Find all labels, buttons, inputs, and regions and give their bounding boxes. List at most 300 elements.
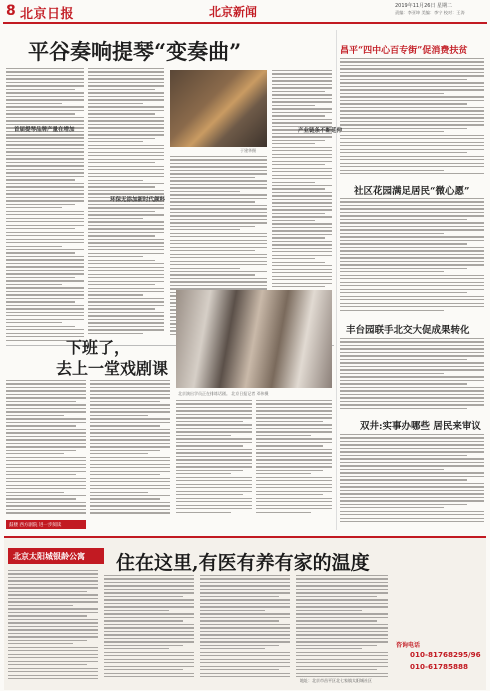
text-line — [340, 149, 484, 150]
text-line — [90, 450, 160, 451]
text-line — [170, 198, 267, 199]
text-line — [6, 158, 84, 159]
text-line — [8, 601, 98, 602]
text-line — [6, 383, 86, 384]
text-line — [6, 397, 86, 398]
text-line — [272, 91, 325, 92]
text-line — [340, 355, 484, 356]
text-line — [170, 222, 267, 223]
text-line — [88, 127, 164, 128]
right-story3-title: 丰台园联手北交大促成果转化 — [346, 325, 470, 336]
text-line — [272, 164, 325, 165]
text-line — [272, 237, 325, 238]
text-line — [272, 241, 332, 242]
text-line — [272, 143, 315, 144]
text-line — [340, 373, 444, 374]
text-line — [272, 265, 332, 266]
text-line — [6, 270, 84, 271]
text-line — [88, 75, 164, 76]
text-line — [8, 584, 98, 585]
text-line — [340, 93, 444, 94]
text-line — [6, 390, 86, 391]
text-line — [200, 575, 290, 576]
text-line — [8, 640, 87, 641]
text-line — [6, 162, 84, 163]
text-line — [256, 508, 332, 509]
text-line — [170, 268, 240, 269]
text-line — [340, 107, 484, 108]
text-line — [256, 435, 311, 436]
text-line — [88, 169, 164, 170]
text-line — [90, 387, 170, 388]
text-line — [340, 404, 484, 405]
text-line — [296, 582, 388, 583]
text-line — [170, 191, 240, 192]
text-line — [88, 235, 155, 236]
text-line — [340, 152, 467, 153]
text-line — [256, 491, 332, 492]
text-line — [340, 299, 484, 300]
text-line — [340, 268, 467, 269]
text-line — [170, 187, 267, 188]
text-line — [176, 505, 252, 506]
main-story-title: 平谷奏响提琴“变奏曲” — [28, 39, 242, 64]
text-line — [272, 70, 332, 71]
text-line — [88, 89, 155, 90]
text-line — [104, 603, 194, 604]
text-line — [170, 177, 255, 178]
text-line — [340, 507, 444, 508]
text-line — [170, 271, 267, 272]
text-line — [88, 141, 143, 142]
text-line — [256, 459, 332, 460]
text-line — [170, 156, 267, 157]
text-line — [88, 85, 164, 86]
text-line — [272, 171, 332, 172]
text-line — [8, 647, 98, 648]
text-line — [272, 150, 332, 151]
text-line — [176, 487, 252, 488]
text-line — [6, 333, 84, 334]
text-line — [340, 479, 467, 480]
text-line — [6, 266, 84, 267]
issue-date-text: 2019年11月26日 星期二 — [395, 3, 453, 9]
text-line — [6, 197, 84, 198]
text-line — [296, 673, 388, 674]
text-line — [340, 142, 484, 143]
text-line — [272, 182, 315, 183]
text-line — [170, 250, 255, 251]
text-line — [340, 229, 484, 230]
text-line — [340, 240, 484, 241]
text-line — [170, 281, 267, 282]
text-line — [176, 501, 252, 502]
text-line — [6, 478, 86, 479]
text-line — [200, 631, 290, 632]
text-line — [6, 464, 86, 465]
text-line — [296, 659, 388, 660]
drama-class-photo — [176, 290, 332, 388]
text-line — [272, 199, 332, 200]
text-line — [340, 306, 484, 307]
text-line — [6, 446, 86, 447]
text-line — [90, 443, 170, 444]
text-line — [88, 284, 155, 285]
text-line — [296, 596, 377, 597]
text-line — [8, 675, 98, 676]
text-line — [340, 257, 484, 258]
text-line — [340, 397, 484, 398]
text-line — [88, 298, 164, 299]
text-line — [200, 596, 279, 597]
text-line — [90, 457, 170, 458]
text-line — [340, 68, 484, 69]
text-line — [176, 428, 252, 429]
text-line — [6, 78, 84, 79]
text-line — [6, 183, 84, 184]
text-line — [272, 140, 325, 141]
text-line — [170, 247, 267, 248]
text-line — [170, 285, 267, 286]
text-line — [6, 474, 76, 475]
text-line — [256, 463, 332, 464]
text-line — [88, 186, 155, 187]
text-line — [6, 68, 84, 69]
text-line — [340, 444, 484, 445]
text-line — [340, 124, 484, 125]
text-line — [90, 492, 148, 493]
text-line — [88, 190, 164, 191]
text-line — [340, 380, 484, 381]
text-line — [272, 188, 325, 189]
text-line — [88, 207, 164, 208]
text-line — [340, 243, 467, 244]
text-line — [8, 671, 98, 672]
text-line — [104, 589, 194, 590]
text-line — [6, 225, 84, 226]
text-line — [6, 96, 84, 97]
text-line — [88, 204, 164, 205]
text-line — [272, 220, 315, 221]
text-line — [272, 272, 332, 273]
text-line — [340, 170, 444, 171]
text-line — [90, 495, 170, 496]
text-line — [6, 120, 84, 121]
text-line — [90, 383, 170, 384]
text-line — [340, 236, 484, 237]
text-line — [88, 291, 164, 292]
text-line — [90, 498, 160, 499]
text-line — [340, 271, 444, 272]
text-line — [88, 145, 164, 146]
text-line — [176, 449, 252, 450]
text-line — [340, 451, 484, 452]
text-line — [272, 175, 332, 176]
text-line — [90, 488, 170, 489]
section-title: 北京新闻 — [209, 5, 258, 19]
text-line — [340, 458, 484, 459]
text-line — [88, 274, 164, 275]
text-line — [104, 624, 194, 625]
text-line — [340, 110, 484, 111]
text-line — [340, 369, 484, 370]
text-line — [6, 509, 86, 510]
text-line — [6, 256, 84, 257]
text-line — [340, 275, 484, 276]
text-line — [6, 71, 84, 72]
text-line — [8, 654, 98, 655]
text-line — [296, 631, 388, 632]
ad-address: 地址：北京市昌平区北七家镇太阳城社区 — [300, 678, 372, 683]
text-line — [296, 627, 388, 628]
text-line — [272, 227, 332, 228]
right-story1-title: 昌平“四中心百专街”促消费扶贫 — [340, 46, 468, 56]
text-line — [104, 655, 194, 656]
text-line — [6, 308, 84, 309]
text-line — [340, 462, 484, 463]
text-line — [88, 263, 164, 264]
ad-col1 — [8, 570, 98, 682]
text-line — [88, 162, 155, 163]
text-line — [90, 464, 170, 465]
text-line — [104, 627, 194, 628]
text-line — [256, 421, 323, 422]
text-line — [90, 474, 160, 475]
text-line — [272, 195, 332, 196]
text-line — [88, 281, 164, 282]
text-line — [256, 452, 332, 453]
text-line — [296, 666, 388, 667]
text-line — [104, 596, 183, 597]
text-line — [272, 101, 332, 102]
text-line — [272, 251, 332, 252]
text-line — [8, 605, 73, 606]
text-line — [256, 505, 332, 506]
text-line — [200, 582, 290, 583]
text-line — [176, 400, 252, 401]
text-line — [6, 401, 76, 402]
text-line — [200, 666, 290, 667]
text-line — [340, 254, 484, 255]
text-line — [6, 471, 86, 472]
text-line — [340, 250, 484, 251]
text-line — [6, 498, 76, 499]
text-line — [88, 92, 164, 93]
text-line — [340, 61, 484, 62]
text-line — [296, 624, 388, 625]
ad-col2 — [104, 575, 194, 682]
text-line — [340, 79, 467, 80]
text-line — [8, 650, 98, 651]
text-line — [176, 410, 252, 411]
text-line — [256, 501, 332, 502]
text-line — [6, 512, 86, 513]
right-story4-title: 双井:实事办哪些 居民来审议 — [360, 421, 481, 432]
text-line — [340, 490, 484, 491]
text-line — [176, 456, 252, 457]
text-line — [272, 73, 332, 74]
text-line — [176, 459, 252, 460]
text-line — [88, 256, 143, 257]
text-line — [340, 219, 467, 220]
text-line — [90, 390, 170, 391]
text-line — [340, 465, 484, 466]
text-line — [272, 115, 325, 116]
text-line — [104, 673, 194, 674]
text-line — [256, 480, 332, 481]
text-line — [200, 662, 290, 663]
text-line — [176, 417, 252, 418]
text-line — [272, 147, 332, 148]
text-line — [6, 432, 86, 433]
text-line — [340, 441, 484, 442]
text-line — [272, 286, 325, 287]
text-line — [104, 676, 194, 677]
text-line — [340, 222, 484, 223]
text-line — [296, 617, 388, 618]
text-line — [340, 96, 484, 97]
text-line — [170, 236, 267, 237]
text-line — [340, 310, 444, 311]
text-line — [88, 106, 164, 107]
text-line — [340, 166, 484, 167]
text-line — [90, 485, 170, 486]
text-line — [170, 240, 267, 241]
text-line — [272, 112, 332, 113]
text-line — [200, 613, 290, 614]
text-line — [170, 212, 267, 213]
text-line — [176, 470, 243, 471]
ad-col3 — [200, 575, 290, 682]
text-line — [6, 495, 86, 496]
text-line — [340, 233, 444, 234]
text-line — [176, 473, 231, 474]
text-line — [200, 673, 290, 674]
text-line — [6, 246, 62, 247]
text-line — [176, 407, 252, 408]
text-line — [6, 404, 86, 405]
text-line — [170, 208, 267, 209]
text-line — [88, 78, 164, 79]
text-line — [340, 437, 484, 438]
text-line — [6, 200, 84, 201]
text-line — [90, 467, 170, 468]
text-line — [340, 366, 484, 367]
text-line — [272, 244, 332, 245]
text-line — [88, 96, 164, 97]
text-line — [6, 148, 84, 149]
text-line — [340, 511, 484, 512]
text-line — [170, 229, 240, 230]
text-line — [170, 274, 255, 275]
text-line — [296, 578, 388, 579]
text-line — [272, 255, 332, 256]
text-line — [256, 494, 323, 495]
text-line — [90, 481, 170, 482]
text-line — [170, 163, 267, 164]
text-line — [200, 624, 290, 625]
text-line — [6, 99, 84, 100]
text-line — [340, 226, 484, 227]
text-line — [340, 296, 484, 297]
text-line — [90, 422, 170, 423]
text-line — [90, 429, 170, 430]
right-story3-body — [340, 338, 484, 414]
violin-workshop-photo — [170, 70, 267, 147]
text-line — [340, 338, 484, 339]
text-line — [176, 421, 243, 422]
page-number: 8 — [6, 3, 16, 19]
text-line — [272, 192, 332, 193]
text-line — [340, 215, 484, 216]
text-line — [88, 288, 164, 289]
text-line — [340, 483, 484, 484]
text-line — [8, 629, 98, 630]
text-line — [272, 122, 332, 123]
text-line — [6, 144, 84, 145]
text-line — [340, 348, 484, 349]
text-line — [88, 82, 164, 83]
text-line — [272, 202, 332, 203]
text-line — [8, 626, 98, 627]
text-line — [200, 627, 290, 628]
text-line — [296, 634, 388, 635]
text-line — [90, 411, 170, 412]
text-line — [256, 438, 332, 439]
text-line — [88, 176, 164, 177]
text-line — [340, 434, 484, 435]
text-line — [6, 113, 75, 114]
text-line — [200, 676, 290, 677]
text-line — [104, 669, 183, 670]
text-line — [104, 634, 194, 635]
text-line — [90, 453, 148, 454]
text-line — [104, 606, 194, 607]
text-line — [272, 279, 332, 280]
text-line — [88, 117, 164, 118]
text-line — [256, 442, 332, 443]
text-line — [104, 641, 194, 642]
text-line — [90, 404, 170, 405]
text-line — [256, 473, 311, 474]
text-line — [176, 480, 252, 481]
text-line — [200, 578, 290, 579]
text-line — [90, 425, 160, 426]
text-line — [6, 89, 75, 90]
text-line — [6, 117, 84, 118]
right-story2-body — [340, 198, 484, 316]
text-line — [8, 594, 98, 595]
text-line — [6, 284, 62, 285]
text-line — [296, 575, 388, 576]
text-line — [88, 225, 164, 226]
newspaper-logo: 北京日报 — [20, 7, 75, 22]
text-line — [6, 204, 75, 205]
text-line — [170, 184, 267, 185]
text-line — [6, 214, 84, 215]
text-line — [340, 212, 484, 213]
text-line — [200, 606, 290, 607]
text-line — [6, 485, 86, 486]
text-line — [272, 206, 332, 207]
text-line — [6, 301, 75, 302]
text-line — [6, 387, 86, 388]
text-line — [6, 460, 86, 461]
text-line — [340, 303, 484, 304]
text-line — [340, 198, 484, 199]
text-line — [340, 131, 444, 132]
text-line — [88, 329, 164, 330]
